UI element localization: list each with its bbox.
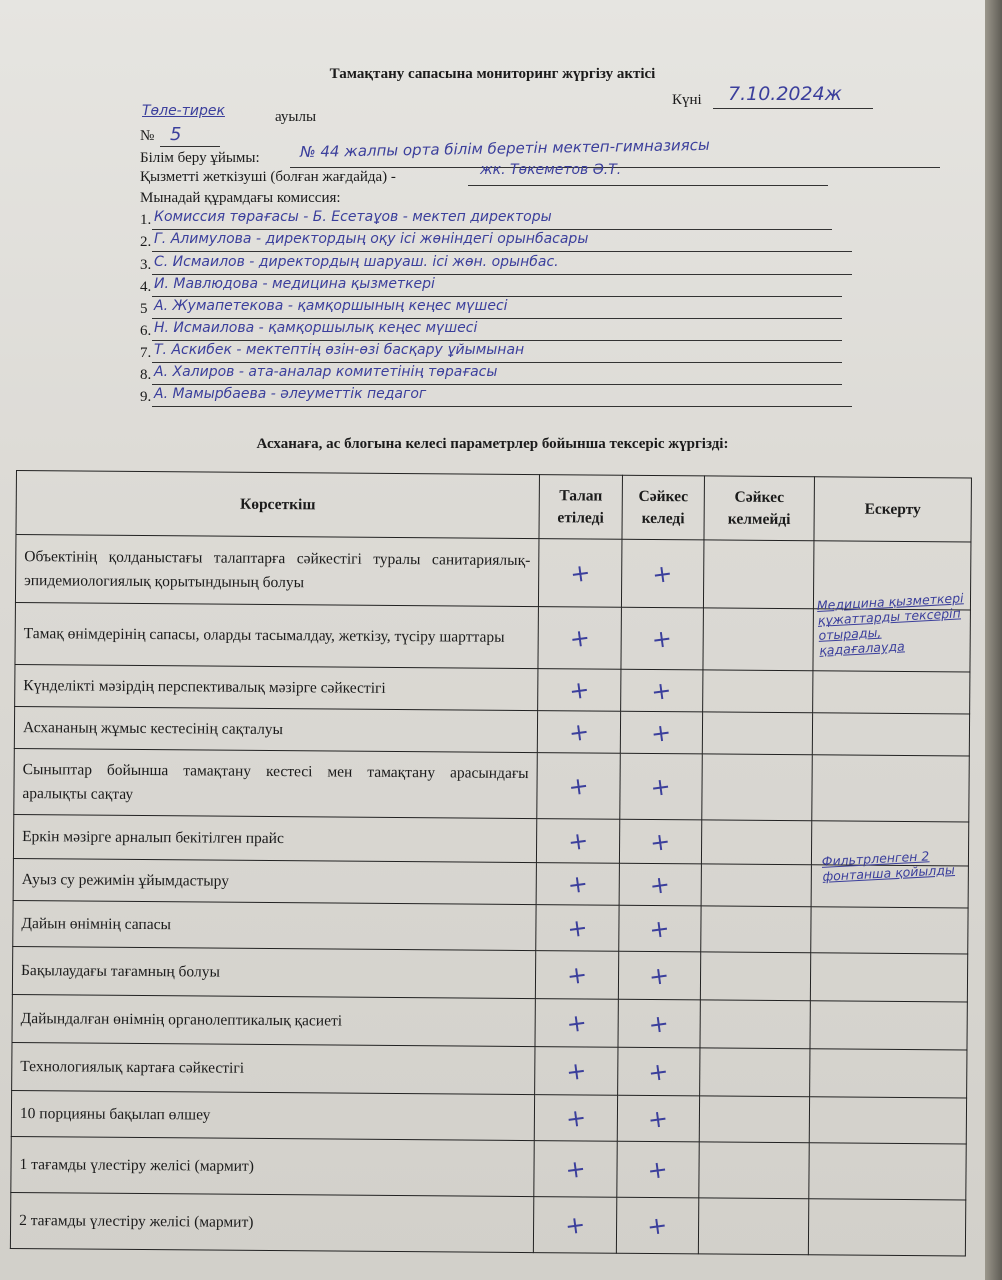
table-row [12,946,967,1001]
member-underline [152,296,842,297]
required-mark: + [563,1153,588,1185]
header-note: Ескерту [814,477,971,542]
compliant-mark: + [650,623,674,654]
row-label: Тамақ өнімдерінің сапасы, оларды тасымалдау, жеткізу, түсіру шарттары [15,602,538,668]
commission-member [140,320,478,340]
table-row [13,900,968,953]
commission-member [140,342,525,362]
compliant-mark: + [649,675,674,706]
member-underline [152,229,832,230]
row-label: Дайын өнімнің сапасы [13,900,536,950]
row-label: Сыныптар бойынша тамақтану кестесі мен тамақтану арасындағы аралықты сақтау [14,748,538,818]
table-row [11,1136,966,1199]
member-number: 3. [140,257,152,273]
noncompliant-cell [700,1048,810,1097]
noncompliant-cell [702,712,812,755]
compliant-mark: + [647,1008,671,1039]
required-mark: + [564,1055,589,1087]
commission-member [140,231,589,251]
header-compliant: Сәйкес келеді [622,475,705,540]
member-name: Комиссия төрағасы - Б. Есетаұов - мектеп директоры [154,209,552,225]
document-title: Тамақтану сапасына мониторинг жүргізу актісі [329,66,656,82]
row-label: 1 тағамды үлестіру желісі (мармит) [11,1136,534,1196]
member-underline [152,384,842,385]
village-label: ауылы [275,109,317,125]
compliant-mark: + [648,826,673,857]
required-mark: + [564,1102,588,1134]
note-cell [810,953,967,1002]
member-underline [152,340,842,341]
compliant-mark: + [646,1056,671,1087]
member-underline [152,406,852,407]
member-name: Н. Исмаилова - қамқоршылық кеңес мүшесі [154,320,478,336]
row-label: Күнделікті мәзірдің перспективалық мәзірге сәйкестігі [15,664,538,710]
date-value: 7.10.2024ж [728,83,842,105]
commission-member [140,209,552,229]
header-indicator: Көрсеткіш [16,471,539,539]
member-underline [152,318,842,319]
handwritten-note-2: Фильтрленген 2 фонтанша қойылды [821,848,956,884]
compliant-mark: + [648,913,672,944]
noncompliant-cell [702,754,813,821]
number-label: № [140,128,155,144]
required-mark: + [567,674,592,706]
member-name: Г. Алимулова - директордың оқу ісі жөніндегі орынбасары [154,231,589,247]
member-name: А. Жумапетекова - қамқоршының кеңес мүшесі [154,298,508,314]
table-row [10,1192,965,1255]
note-cell [812,713,969,756]
row-label: Асхананың жұмыс кестесінің сақталуы [14,706,537,752]
noncompliant-cell [703,540,814,609]
noncompliant-cell [701,820,811,865]
required-mark: + [568,557,593,589]
required-mark: + [567,716,591,748]
noncompliant-cell [701,864,811,907]
date-label: Күні [672,92,702,108]
required-mark: + [566,825,590,857]
table-row [14,706,969,755]
table-row [15,664,970,713]
row-label: Объектінің қолданыстағы талаптарға сәйкестігі туралы санитариялық-эпидемиологиялық қорытындының болуы [15,535,539,607]
noncompliant-cell [699,1142,809,1199]
required-mark: + [564,1007,589,1039]
member-number: 8. [140,367,152,383]
note-cell [811,907,968,954]
commission-member [140,364,498,384]
member-underline [152,362,842,363]
member-name: А. Мамырбаева - әлеуметтік педагог [154,386,427,402]
supplier-value: жк. Төкеметов Ә.Т. [480,162,622,178]
member-number: 7. [140,345,152,361]
compliant-mark: + [646,1103,671,1134]
row-label: 2 тағамды үлестіру желісі (мармит) [10,1192,533,1252]
note-cell [813,671,970,714]
noncompliant-cell [703,608,813,671]
noncompliant-cell [701,906,811,953]
date-underline [713,108,873,109]
noncompliant-cell [698,1198,808,1255]
section-title: Асханаға, ас блогына келесі параметрлер бойынша тексеріс жүргізді: [256,436,729,452]
commission-member [140,298,508,318]
village-value: Төле-тирек [142,103,225,119]
compliant-mark: + [647,960,672,991]
note-cell [809,1097,966,1144]
header-noncompliant: Сәйкес келмейді [704,476,814,541]
member-number: 9. [140,389,152,405]
row-label: Дайындалған өнімнің органолептикалық қасиеті [12,994,535,1046]
member-name: А. Халиров - ата-аналар комитетінің төрағасы [154,364,498,380]
header-required: Талап етіледі [539,475,623,540]
required-mark: + [565,912,590,944]
supplier-underline [468,185,828,186]
member-name: С. Исмаилов - директордың шаруаш. ісі жөн. орынбас. [154,254,559,270]
row-label: Еркін мәзірге арналып бекітілген прайс [13,814,536,862]
commission-member [140,276,435,296]
paper-stack-edge [985,0,1002,1280]
member-number: 4. [140,279,152,295]
member-number: 2. [140,234,152,250]
compliant-mark: + [650,558,675,589]
number-value: 5 [170,124,182,145]
row-label: Бақылаудағы тағамның болуы [12,946,535,998]
row-label: Технологиялық картаға сәйкестігі [12,1042,535,1094]
table-row [12,994,967,1049]
commission-member [140,386,427,406]
number-underline [160,146,220,147]
noncompliant-cell [699,1096,809,1143]
row-label: Ауыз су режимін ұйымдастыру [13,858,536,904]
member-name: И. Мавлюдова - медицина қызметкері [154,276,435,292]
commission-member [140,254,559,274]
required-mark: + [565,959,589,991]
note-cell [810,1001,967,1050]
note-cell [809,1143,966,1200]
required-mark: + [567,622,592,654]
compliant-mark: + [649,717,674,748]
noncompliant-cell [700,952,810,1001]
org-value: № 44 жалпы орта білім беретін мектеп-гимназиясы [299,135,710,161]
noncompliant-cell [700,1000,810,1049]
compliant-mark: + [648,869,673,900]
member-name: Т. Аскибек - мектептің өзін-өзі басқару ұйымынан [154,342,525,358]
noncompliant-cell [703,670,813,713]
table-row [12,1042,967,1097]
handwritten-note-1: Медицина қызметкері құжаттарды тексеріп отырады, қадағалауда [816,590,964,658]
note-cell [812,755,970,822]
org-label: Білім беру ұйымы: [140,150,260,166]
table-row [11,1090,966,1143]
compliant-mark: + [649,771,673,802]
member-number: 1. [140,212,152,228]
member-number: 5 [140,301,148,317]
member-underline [152,251,852,252]
member-underline [152,274,852,275]
member-number: 6. [140,323,152,339]
note-cell [808,1199,965,1256]
table-row [14,748,969,821]
supplier-label: Қызметті жеткізуші (болған жағдайда) - [140,169,396,185]
commission-label: Мынадай құрамдағы комиссия: [140,190,341,206]
table-header-row [16,471,971,542]
row-label: 10 порцияны бақылап өлшеу [11,1090,534,1140]
required-mark: + [563,1209,587,1241]
required-mark: + [565,868,590,900]
required-mark: + [566,770,591,802]
note-cell [810,1049,967,1098]
compliant-mark: + [645,1210,670,1241]
compliant-mark: + [646,1154,670,1185]
